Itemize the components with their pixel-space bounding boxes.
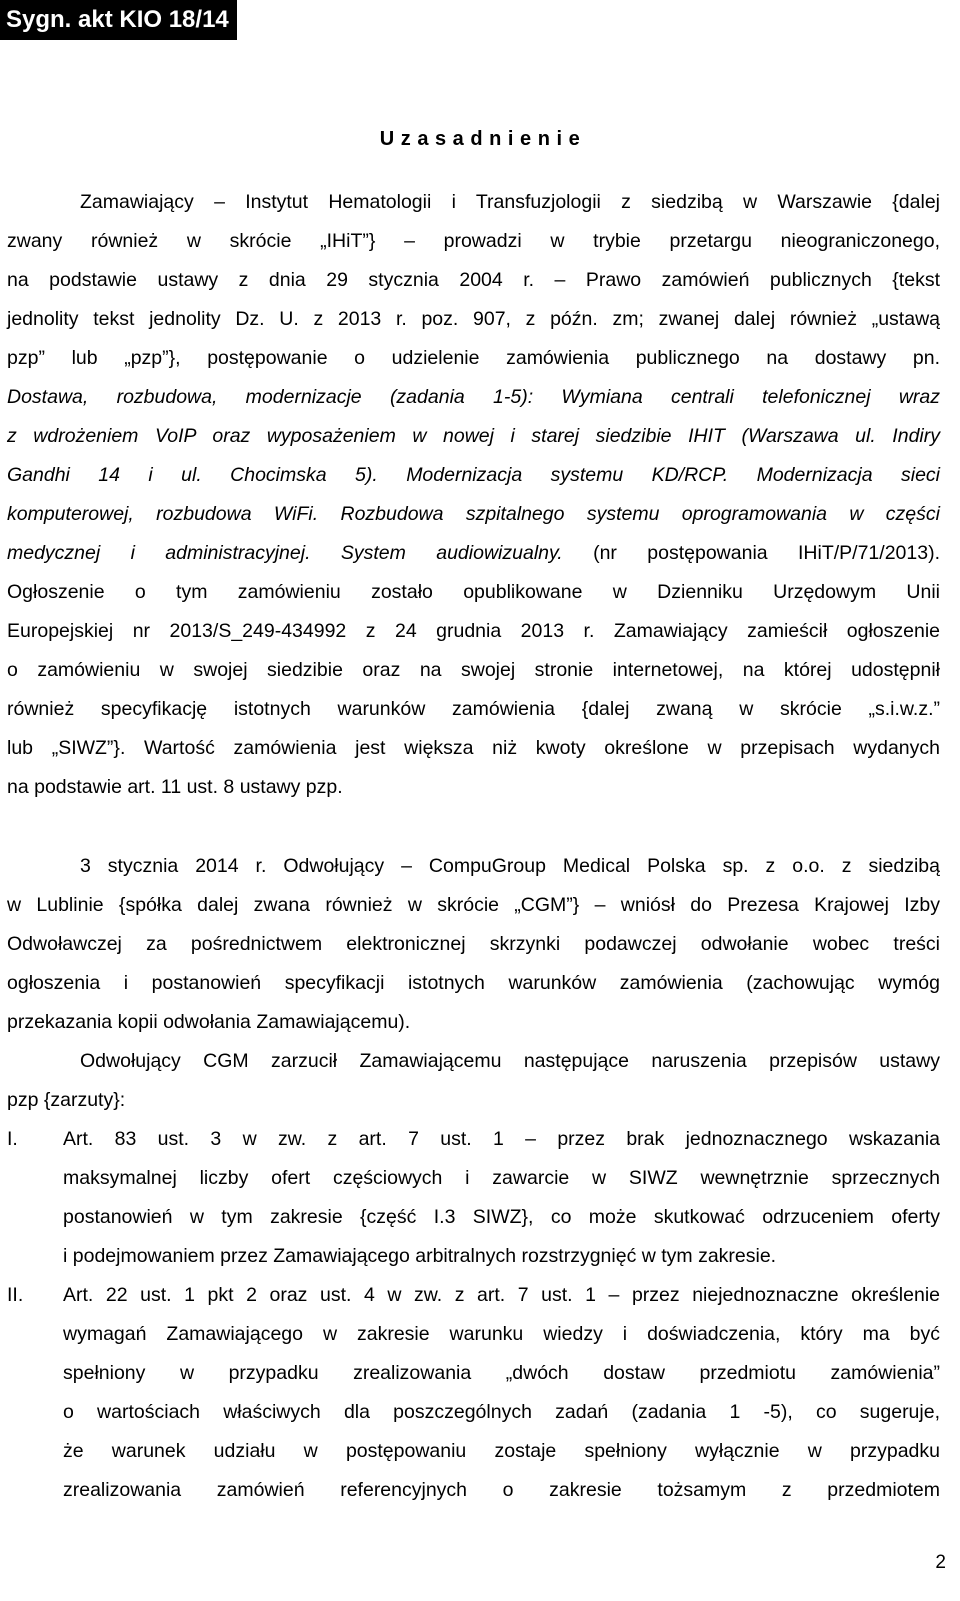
text-line: zwany również w skrócie „IHiT”} – prowadzi w trybie przetargu nieograniczonego,	[7, 230, 940, 252]
paragraph-appeal	[7, 847, 940, 1042]
text-line: ogłoszenia i postanowień specyfikacji istotnych warunków zamówienia (zachowując wymóg	[7, 972, 940, 994]
list-marker: I.	[7, 1128, 18, 1150]
text-line: na podstawie art. 11 ust. 8 ustawy pzp.	[7, 776, 343, 798]
text-line: spełniony w przypadku zrealizowania „dwóch dostaw przedmiotu zamówienia”	[63, 1362, 940, 1384]
text-line: Art. 22 ust. 1 pkt 2 oraz ust. 4 w zw. z art. 7 ust. 1 – przez niejednoznaczne określenie	[63, 1284, 940, 1306]
text-line: Zamawiający – Instytut Hematologii i Transfuzjologii z siedzibą w Warszawie {dalej	[80, 191, 940, 213]
section-heading: U z a s a d n i e n i e	[379, 128, 581, 150]
text-line: Dostawa, rozbudowa, modernizacje (zadania 1-5): Wymiana centrali telefonicznej wraz	[7, 386, 940, 408]
text-line: 3 stycznia 2014 r. Odwołujący – CompuGroup Medical Polska sp. z o.o. z siedzibą	[80, 855, 940, 877]
list-marker: II.	[7, 1284, 24, 1306]
text-line: lub „SIWZ”}. Wartość zamówienia jest większa niż kwoty określone w przepisach wydanych	[7, 737, 940, 759]
text-line: Gandhi 14 i ul. Chocimska 5). Modernizacja systemu KD/RCP. Modernizacja sieci	[7, 464, 940, 486]
text-line: Europejskiej nr 2013/S_249-434992 z 24 grudnia 2013 r. Zamawiający zamieścił ogłoszenie	[7, 620, 940, 642]
paragraph-intro	[7, 183, 940, 807]
text-line: również specyfikację istotnych warunków zamówienia {dalej zwaną w skrócie „s.i.w.z.”	[7, 698, 940, 720]
text-line: komputerowej, rozbudowa WiFi. Rozbudowa szpitalnego systemu oprogramowania w części	[7, 503, 940, 525]
text-fragment: (nr postępowania IHiT/P/71/2013).	[562, 542, 940, 564]
text-line	[7, 534, 940, 573]
text-line: wymagań Zamawiającego w zakresie warunku wiedzy i doświadczenia, który ma być	[63, 1323, 940, 1345]
text-line: i podejmowaniem przez Zamawiającego arbitralnych rozstrzygnięć w tym zakresie.	[63, 1245, 777, 1267]
text-fragment: medycznej i administracyjnej. System audiowizualny.	[7, 542, 563, 564]
text-line: postanowień w tym zakresie {część I.3 SIWZ}, co może skutkować odrzuceniem oferty	[63, 1206, 940, 1228]
text-line: z wdrożeniem VoIP oraz wyposażeniem w nowej i starej siedzibie IHIT (Warszawa ul. Indiry	[7, 425, 940, 447]
text-line: o zamówieniu w swojej siedzibie oraz na swojej stronie internetowej, na której udostępnił	[7, 659, 940, 681]
text-line: pzp” lub „pzp”}, postępowanie o udzielenie zamówienia publicznego na dostawy pn.	[7, 347, 940, 369]
list-item	[7, 1120, 940, 1276]
text-line: pzp {zarzuty}:	[7, 1089, 126, 1111]
text-line: na podstawie ustawy z dnia 29 stycznia 2004 r. – Prawo zamówień publicznych {tekst	[7, 269, 940, 291]
list-item	[7, 1276, 940, 1510]
charges-list	[7, 1120, 940, 1510]
text-line: przekazania kopii odwołania Zamawiającemu).	[7, 1011, 411, 1033]
paragraph-charges-intro	[7, 1042, 940, 1120]
text-line: Art. 83 ust. 3 w zw. z art. 7 ust. 1 – przez brak jednoznacznego wskazania	[63, 1128, 940, 1150]
text-line: o wartościach właściwych dla poszczególnych zadań (zadania 1 -5), co sugeruje,	[63, 1401, 940, 1423]
page-number: 2	[935, 1552, 946, 1573]
text-line: zrealizowania zamówień referencyjnych o zakresie tożsamym z przedmiotem	[63, 1479, 940, 1501]
text-line: Odwołujący CGM zarzucił Zamawiającemu następujące naruszenia przepisów ustawy	[80, 1050, 940, 1072]
case-signature: Sygn. akt KIO 18/14	[0, 0, 237, 40]
text-line: że warunek udziału w postępowaniu zostaje spełniony wyłącznie w przypadku	[63, 1440, 940, 1462]
text-line: jednolity tekst jednolity Dz. U. z 2013 r. poz. 907, z późn. zm; zwanej dalej również „ustawą	[7, 308, 940, 330]
text-line: Odwoławczej za pośrednictwem elektronicznej skrzynki podawczej odwołanie wobec treści	[7, 933, 940, 955]
text-line: Ogłoszenie o tym zamówieniu zostało opublikowane w Dzienniku Urzędowym Unii	[7, 581, 940, 603]
text-line: w Lublinie {spółka dalej zwana również w skrócie „CGM”} – wniósł do Prezesa Krajowej Izby	[7, 894, 940, 916]
text-line: maksymalnej liczby ofert częściowych i zawarcie w SIWZ wewnętrznie sprzecznych	[63, 1167, 940, 1189]
